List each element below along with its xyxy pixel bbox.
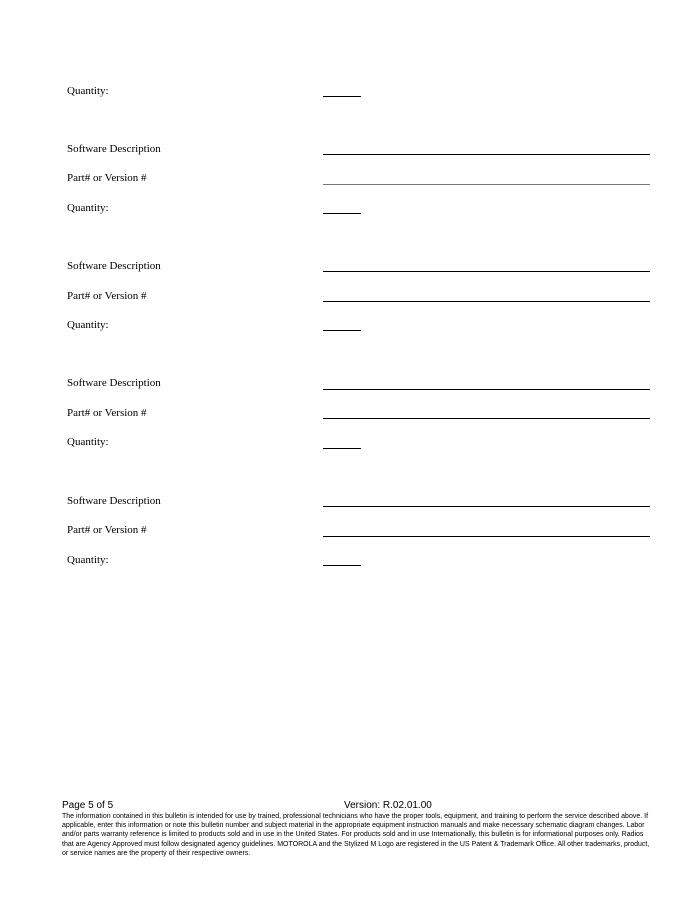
software-description-label: Software Description — [67, 260, 161, 272]
part-version-label: Part# or Version # — [67, 172, 147, 184]
software-description-field[interactable] — [323, 506, 650, 507]
software-description-field[interactable] — [323, 154, 650, 155]
quantity-field[interactable] — [323, 330, 361, 331]
page-number: Page 5 of 5 — [62, 800, 114, 811]
version-label: Version: R.02.01.00 — [344, 800, 432, 811]
quantity-label: Quantity: — [67, 85, 109, 97]
quantity-label: Quantity: — [67, 436, 109, 448]
quantity-field[interactable] — [323, 448, 361, 449]
footer-disclaimer: The information contained in this bulletin is intended for use by trained, professional technicians who have the proper tools, equipment, and training to perform the service described above. If applicable, enter this information or note this bulletin number and subject material in the appropriate equipment instruction manuals and make necessary schematic diagram changes. Labor and/or parts warranty reference is limited to products sold and in use in the United States. For products sold and in use Internationally, this bulletin is for informational purposes only. Radios that are Agency Approved must follow designated agency guidelines. MOTOROLA and the Stylized M Logo are registered in the US Patent & Trademark Office. All other trademarks, product, or service names are the property of their respective owners. — [62, 813, 650, 857]
part-version-field[interactable] — [323, 418, 650, 419]
software-description-label: Software Description — [67, 377, 161, 389]
quantity-label: Quantity: — [67, 202, 109, 214]
quantity-field[interactable] — [323, 96, 361, 97]
part-version-label: Part# or Version # — [67, 524, 147, 536]
quantity-field[interactable] — [323, 213, 361, 214]
quantity-field[interactable] — [323, 565, 361, 566]
part-version-field[interactable] — [323, 536, 650, 537]
part-version-label: Part# or Version # — [67, 290, 147, 302]
software-description-field[interactable] — [323, 389, 650, 390]
quantity-label: Quantity: — [67, 554, 109, 566]
part-version-field[interactable] — [323, 301, 650, 302]
part-version-field[interactable] — [323, 184, 650, 185]
software-description-label: Software Description — [67, 495, 161, 507]
software-description-label: Software Description — [67, 143, 161, 155]
software-description-field[interactable] — [323, 271, 650, 272]
quantity-label: Quantity: — [67, 319, 109, 331]
page-footer-header — [62, 800, 652, 812]
part-version-label: Part# or Version # — [67, 407, 147, 419]
